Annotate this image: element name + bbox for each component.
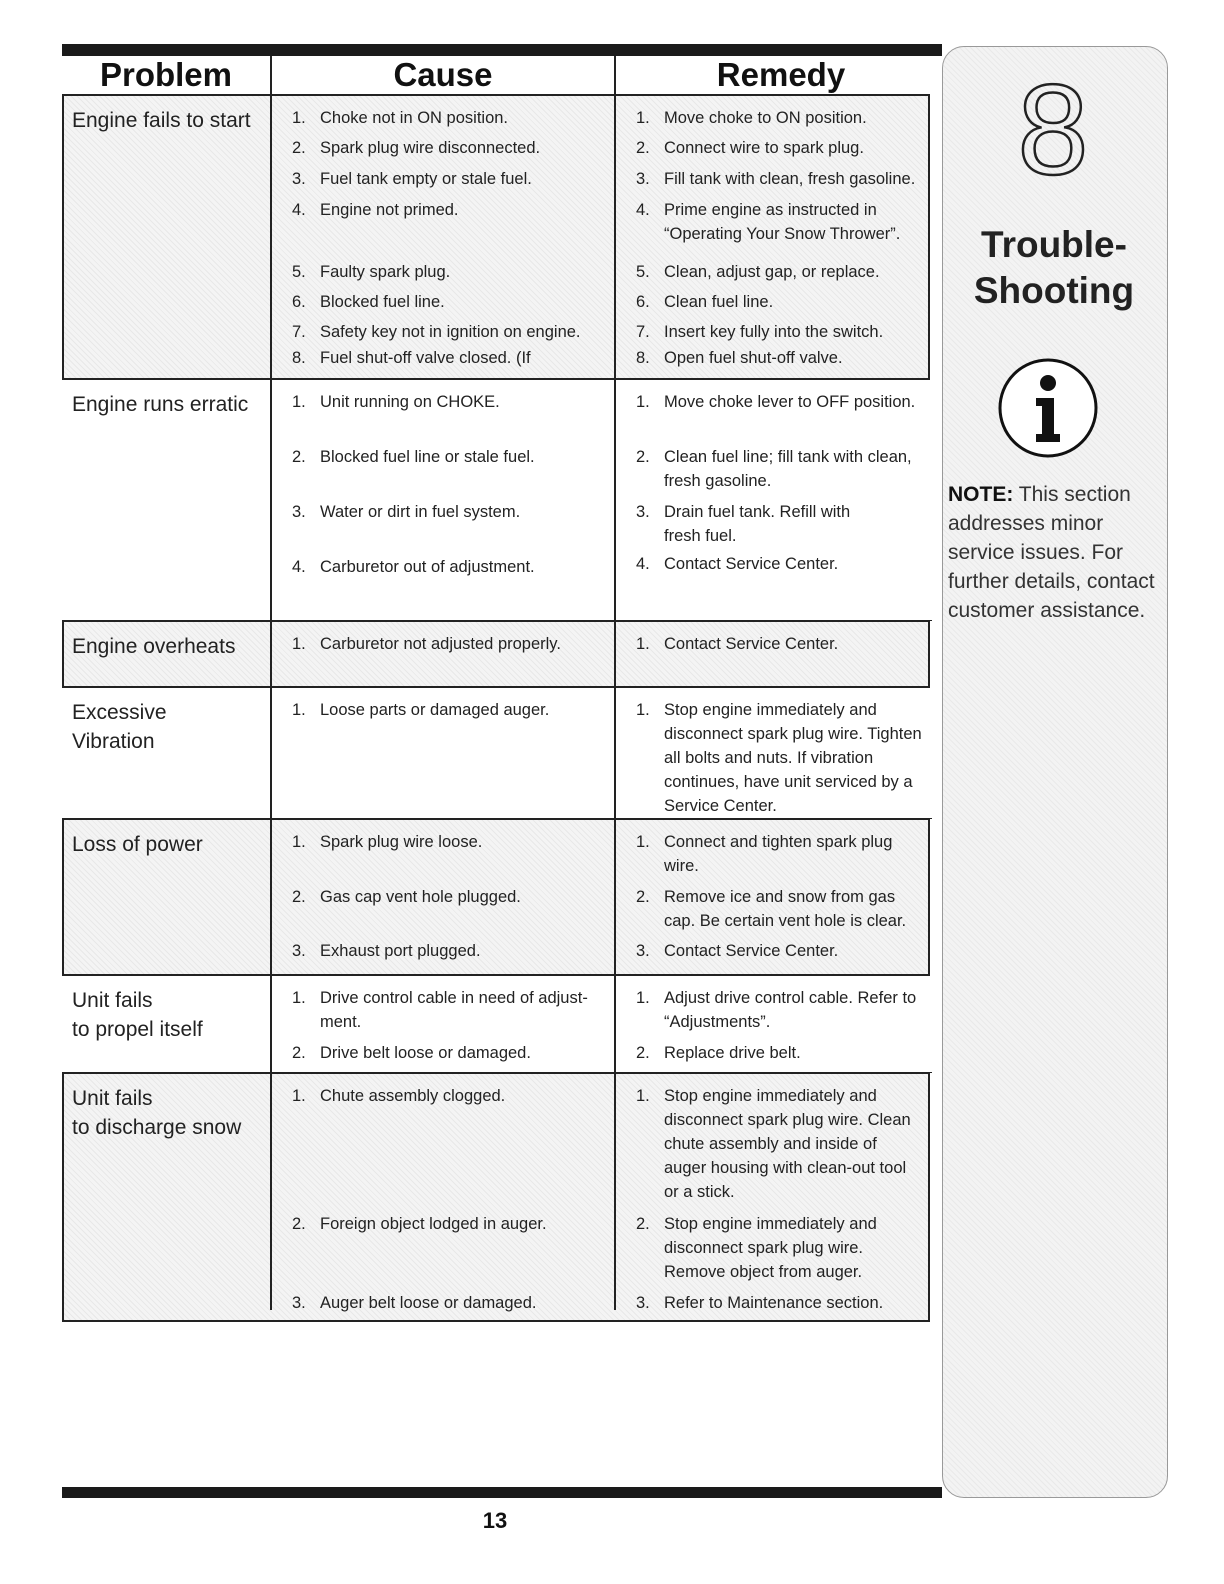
item-number: 2.	[292, 139, 306, 157]
item-number: 4.	[292, 558, 306, 576]
item-number: 5.	[636, 263, 650, 281]
table-row	[62, 1072, 930, 1322]
cause-item	[292, 939, 481, 963]
item-number: 2.	[636, 139, 650, 157]
item-number: 2.	[292, 1215, 306, 1233]
problem-text: Vibration	[72, 730, 155, 753]
page-number: 13	[482, 1508, 508, 1533]
cause-item	[292, 346, 531, 370]
note-text: This section addresses minor service issues. For further details, contact customer assistance.	[948, 483, 1155, 622]
item-number: 1.	[292, 989, 306, 1007]
item-text: Replace drive belt.	[664, 1044, 801, 1062]
item-number: 4.	[636, 555, 650, 573]
problem-text: Excessive	[72, 701, 167, 724]
problem-text: Engine fails to start	[72, 109, 251, 132]
item-number: 4.	[292, 201, 306, 219]
item-number: 1.	[636, 701, 650, 719]
item-number: 2.	[636, 1215, 650, 1233]
item-text: Choke not in ON position.	[320, 109, 509, 127]
remedy-item	[636, 500, 851, 548]
item-text: Engine not primed.	[320, 201, 459, 219]
remedy-item	[636, 939, 839, 963]
problem-cell	[72, 986, 262, 1044]
item-text: Chute assembly clogged.	[320, 1087, 506, 1105]
item-text: Fuel tank empty or stale fuel.	[320, 170, 532, 188]
problem-text: to propel itself	[72, 1018, 203, 1041]
remedy-item	[636, 986, 917, 1034]
item-number: 5.	[292, 263, 306, 281]
item-number: 3.	[636, 942, 650, 960]
item-number: 1.	[292, 635, 306, 653]
cause-item	[292, 290, 445, 314]
problem-text: Engine runs erratic	[72, 393, 249, 416]
item-number: 6.	[292, 293, 306, 311]
item-text: “Adjustments”.	[664, 1013, 771, 1031]
problem-text: to discharge snow	[72, 1116, 242, 1139]
remedy-item	[636, 198, 901, 246]
item-number: 1.	[636, 833, 650, 851]
item-text: Stop engine immediately and	[664, 701, 877, 719]
item-text: all bolts and nuts. If vibration	[664, 749, 874, 767]
table-row	[62, 620, 930, 688]
item-text: cap. Be certain vent hole is clear.	[664, 912, 907, 930]
item-text: Carburetor not adjusted properly.	[320, 635, 561, 653]
item-text: or a stick.	[664, 1183, 735, 1201]
item-text: Prime engine as instructed in	[664, 201, 877, 219]
top-rule	[62, 44, 942, 56]
item-text: Drain fuel tank. Refill with	[664, 503, 851, 521]
cause-item	[292, 1041, 531, 1065]
item-text: fresh gasoline.	[664, 472, 772, 490]
cause-item	[292, 167, 532, 191]
item-text: Remove object from auger.	[664, 1263, 863, 1281]
problem-cell	[72, 390, 262, 419]
remedy-item	[636, 1212, 877, 1284]
cause-item	[292, 830, 483, 854]
table-row	[62, 94, 930, 380]
item-text: Auger belt loose or damaged.	[320, 1294, 537, 1312]
item-text: wire.	[664, 857, 699, 875]
cause-item	[292, 390, 500, 414]
item-text: Spark plug wire loose.	[320, 833, 483, 851]
remedy-item	[636, 552, 839, 576]
item-text: Adjust drive control cable. Refer to	[664, 989, 917, 1007]
item-number: 3.	[636, 170, 650, 188]
problem-cell	[72, 632, 262, 661]
header-problem: Problem	[99, 56, 233, 93]
item-text: Contact Service Center.	[664, 555, 839, 573]
item-text: fresh fuel.	[664, 527, 737, 545]
item-number: 8.	[636, 349, 650, 367]
section-title	[946, 222, 1162, 314]
item-text: Safety key not in ignition on engine.	[320, 323, 581, 341]
cause-item	[292, 698, 550, 722]
remedy-item	[636, 260, 880, 284]
item-text: Move choke lever to OFF position.	[664, 393, 916, 411]
item-text: disconnect spark plug wire.	[664, 1239, 864, 1257]
column-divider	[270, 56, 272, 1310]
header-cause: Cause	[393, 56, 493, 93]
item-text: Fill tank with clean, fresh gasoline.	[664, 170, 916, 188]
item-text: Connect wire to spark plug.	[664, 139, 864, 157]
item-number: 3.	[292, 170, 306, 188]
item-number: 2.	[636, 1044, 650, 1062]
remedy-item	[636, 1084, 911, 1204]
item-number: 2.	[292, 448, 306, 466]
problem-text: Unit fails	[72, 1087, 153, 1110]
remedy-item	[636, 106, 867, 130]
item-text: Service Center.	[664, 797, 777, 815]
table-row	[62, 380, 930, 620]
remedy-item	[636, 167, 916, 191]
item-number: 4.	[636, 201, 650, 219]
item-number: 1.	[292, 109, 306, 127]
item-text: Contact Service Center.	[664, 635, 839, 653]
item-text: Water or dirt in fuel system.	[320, 503, 521, 521]
remedy-item	[636, 885, 907, 933]
item-number: 2.	[636, 448, 650, 466]
remedy-item	[636, 830, 893, 878]
cause-item	[292, 1291, 537, 1315]
item-text: Move choke to ON position.	[664, 109, 867, 127]
item-number: 2.	[636, 888, 650, 906]
item-number: 1.	[636, 1087, 650, 1105]
table-row	[62, 976, 930, 1072]
item-text: Open fuel shut-off valve.	[664, 349, 843, 367]
remedy-item	[636, 290, 774, 314]
bottom-rule	[62, 1487, 942, 1498]
remedy-item	[636, 1291, 884, 1315]
chapter-number-text: 8	[1017, 74, 1089, 184]
item-text: “Operating Your Snow Thrower”.	[664, 225, 901, 243]
item-text: Connect and tighten spark plug	[664, 833, 893, 851]
item-number: 1.	[636, 989, 650, 1007]
cause-item	[292, 1084, 506, 1108]
item-text: ment.	[320, 1013, 362, 1031]
problem-cell	[72, 1084, 262, 1142]
item-number: 1.	[292, 701, 306, 719]
item-text: auger housing with clean-out tool	[664, 1159, 907, 1177]
cause-item	[292, 632, 561, 656]
cause-item	[292, 555, 535, 579]
item-text: Contact Service Center.	[664, 942, 839, 960]
item-text: Loose parts or damaged auger.	[320, 701, 550, 719]
note	[948, 480, 1160, 625]
table-row	[62, 688, 930, 818]
item-text: Unit running on CHOKE.	[320, 393, 500, 411]
item-text: Blocked fuel line.	[320, 293, 445, 311]
item-text: Stop engine immediately and	[664, 1087, 877, 1105]
item-text: Clean fuel line; fill tank with clean,	[664, 448, 912, 466]
item-number: 3.	[636, 1294, 650, 1312]
remedy-item	[636, 632, 839, 656]
item-text: disconnect spark plug wire. Tighten	[664, 725, 922, 743]
cause-item	[292, 986, 588, 1034]
remedy-item	[636, 1041, 801, 1065]
item-number: 1.	[292, 1087, 306, 1105]
cause-item	[292, 320, 581, 344]
item-text: Clean, adjust gap, or replace.	[664, 263, 880, 281]
header-remedy: Remedy	[716, 56, 846, 93]
cause-item	[292, 136, 541, 160]
remedy-item	[636, 445, 912, 493]
item-text: Gas cap vent hole plugged.	[320, 888, 521, 906]
item-text: continues, have unit serviced by a	[664, 773, 913, 791]
note-label: NOTE:	[948, 483, 1014, 506]
item-text: Refer to Maintenance section.	[664, 1294, 884, 1312]
item-text: Stop engine immediately and	[664, 1215, 877, 1233]
item-text: Insert key fully into the switch.	[664, 323, 884, 341]
problem-cell	[72, 698, 262, 756]
problem-text: Unit fails	[72, 989, 153, 1012]
cause-item	[292, 445, 535, 469]
cause-item	[292, 198, 459, 222]
problem-text: Loss of power	[72, 833, 203, 856]
cause-item	[292, 260, 451, 284]
item-number: 1.	[636, 109, 650, 127]
remedy-item	[636, 136, 864, 160]
item-number: 1.	[292, 393, 306, 411]
table-row	[62, 818, 930, 976]
item-text: Fuel shut-off valve closed. (If	[320, 349, 531, 367]
cause-item	[292, 1212, 547, 1236]
item-text: Drive control cable in need of adjust-	[320, 989, 588, 1007]
item-number: 3.	[292, 942, 306, 960]
item-number: 7.	[636, 323, 650, 341]
item-text: disconnect spark plug wire. Clean	[664, 1111, 911, 1129]
remedy-item	[636, 320, 884, 344]
item-number: 1.	[636, 635, 650, 653]
column-divider	[614, 56, 616, 1310]
item-text: Foreign object lodged in auger.	[320, 1215, 547, 1233]
section-title-line1: Trouble-	[981, 224, 1127, 265]
remedy-item	[636, 390, 916, 414]
cause-item	[292, 885, 521, 909]
item-number: 3.	[636, 503, 650, 521]
item-text: Blocked fuel line or stale fuel.	[320, 448, 535, 466]
item-text: Exhaust port plugged.	[320, 942, 481, 960]
item-number: 1.	[636, 393, 650, 411]
item-text: Spark plug wire disconnected.	[320, 139, 541, 157]
item-text: Remove ice and snow from gas	[664, 888, 896, 906]
cause-item	[292, 106, 509, 130]
troubleshooting-table	[62, 94, 930, 1322]
item-number: 2.	[292, 1044, 306, 1062]
item-number: 8.	[292, 349, 306, 367]
item-text: Faulty spark plug.	[320, 263, 451, 281]
item-number: 3.	[292, 1294, 306, 1312]
cause-item	[292, 500, 521, 524]
item-number: 7.	[292, 323, 306, 341]
problem-text: Engine overheats	[72, 635, 236, 658]
info-icon	[996, 356, 1100, 460]
section-title-line2: Shooting	[973, 270, 1135, 311]
item-number: 3.	[292, 503, 306, 521]
item-number: 2.	[292, 888, 306, 906]
item-text: chute assembly and inside of	[664, 1135, 877, 1153]
item-number: 6.	[636, 293, 650, 311]
problem-cell	[72, 106, 262, 135]
item-number: 1.	[292, 833, 306, 851]
chapter-number	[1010, 74, 1096, 184]
remedy-item	[636, 346, 843, 370]
item-text: Carburetor out of adjustment.	[320, 558, 535, 576]
problem-cell	[72, 830, 262, 859]
item-text: Clean fuel line.	[664, 293, 774, 311]
item-text: Drive belt loose or damaged.	[320, 1044, 531, 1062]
remedy-item	[636, 698, 922, 818]
